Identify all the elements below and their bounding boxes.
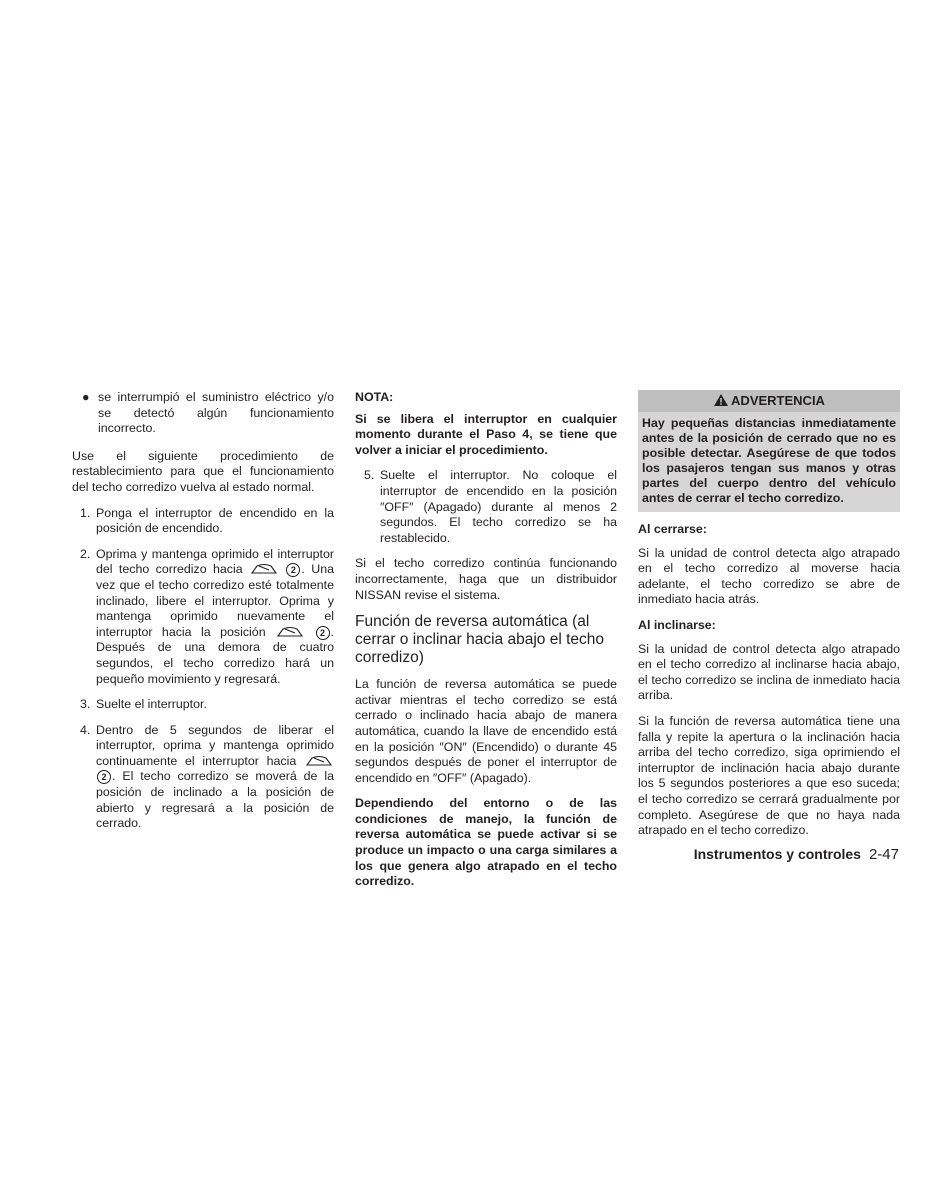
step-2 [72,547,334,687]
column-right [638,390,900,849]
footer-section-title: Instrumentos y controles [693,846,861,862]
paragraph-inclinarse: Si la unidad de control detecta algo atrapado en el techo corredizo al inclinarse hacia abajo, el techo corredizo se inclina de inmediato hacia arriba. [638,641,900,703]
callout-number: 2 [97,770,111,784]
warning-title: ADVERTENCIA [731,393,825,408]
column-left [72,390,334,842]
step-text: Suelte el interruptor. No coloque el interruptor de encendido en la posición ″OFF″ (Apagado) durante al menos 2 segundos. El techo corredizo se ha restablecido. [380,468,617,545]
step-number: 2. [80,546,91,561]
note-text: Si se libera el interruptor en cualquier momento durante el Paso 4, se tiene que volver a iniciar el procedimiento. [355,411,617,457]
page-footer [694,847,899,863]
sunroof-tilt-icon [249,562,279,576]
bullet-dot: ● [82,390,90,404]
paragraph-cerrarse: Si la unidad de control detecta algo atrapado en el techo corredizo al moverse hacia adelante, el techo corredizo se abre de inmediato hacia atrás. [638,545,900,607]
step-text: Ponga el interruptor de encendido en la posición de encendido. [96,505,334,536]
step-1 [72,506,334,537]
warning-header [638,390,900,412]
reversa-paragraph: La función de reversa automática se puede activar mientras el techo corredizo se está cerrado o inclinado hacia abajo de manera automática, cuando la llave de encendido está en la posición ″ON″ (Encendido) o durante 45 segundos después de poner el interruptor de encendido en ″OFF″ (Apagado). [355,677,617,785]
conditions-paragraph: Dependiendo del entorno o de las condiciones de manejo, la función de reversa automática se puede activar si se produce un impacto o una carga similares a los que genera algo atrapado en el techo corredizo. [355,796,617,889]
step-number: 1. [80,505,91,520]
bullet-text: se interrumpió el suministro eléctrico y/o se detectó algún funcionamiento incorrecto. [98,390,334,436]
heading-cerrarse: Al cerrarse: [638,522,707,536]
section-subheading: Función de reversa automática (al cerrar o inclinar hacia abajo el techo corredizo) [355,613,604,667]
page-number: 2-47 [868,846,899,863]
step-text-b: . El techo corredizo se moverá de la posición de inclinado a la posición de abierto y regresará a la posición de cerrado. [96,769,334,831]
callout-number: 2 [316,626,330,640]
callout-number: 2 [286,563,300,577]
column-middle [355,390,617,900]
sunroof-tilt-icon [304,754,334,768]
step-4 [72,723,334,832]
warning-text: Hay pequeñas distancias inmediatamente antes de la posición de cerrado que no es posible detectar. Asegúrese de que todos los pasajeros tengan sus manos y otras partes del cuerpo dentro del vehículo antes de cerrar el techo corredizo. [642,416,896,505]
sunroof-tilt-icon [275,625,305,639]
step-number: 5. [364,468,375,483]
intro-paragraph: Use el siguiente procedimiento de restablecimiento para que el funcionamiento del techo corredizo vuelva al estado normal. [72,448,334,494]
note-label: NOTA: [355,390,394,404]
bullet-item [72,390,334,437]
warning-triangle-icon [713,393,729,407]
step-3 [72,697,334,713]
heading-inclinarse: Al inclinarse: [638,617,716,632]
step-text: Suelte el interruptor. [96,697,207,712]
step-text-a: Dentro de 5 segundos de liberar el interruptor, oprima y mantenga oprimido continuamente el interruptor hacia [96,722,334,768]
warning-box [638,390,900,512]
step-text-c: . Después de una demora de cuatro segundos, el techo corredizo hará un pequeño movimiento y regresará. [96,624,334,686]
step-number: 4. [80,722,91,737]
step-text-a: Oprima y mantenga oprimido el interruptor del techo corredizo hacia [96,546,334,577]
paragraph-falla: Si la función de reversa automática tiene una falla y repite la apertura o la inclinación hacia arriba del techo corredizo, siga oprimiendo el interruptor de inclinación hacia abajo durante los 5 segundos posteriores a que eso suceda; el techo corredizo se cerrará gradualmente por completo. Asegúrese de que no haya nada atrapado en el techo corredizo. [638,713,900,838]
step-5 [355,468,617,546]
step-text-b: . Una vez que el techo corredizo esté totalmente inclinado, libere el interruptor. Oprima y mantenga oprimido nuevamente el interruptor hacia la posición [96,562,334,639]
step-number: 3. [80,697,91,712]
nissan-paragraph: Si el techo corredizo continúa funcionando incorrectamente, haga que un distribuidor NISSAN revise el sistema. [355,556,617,602]
